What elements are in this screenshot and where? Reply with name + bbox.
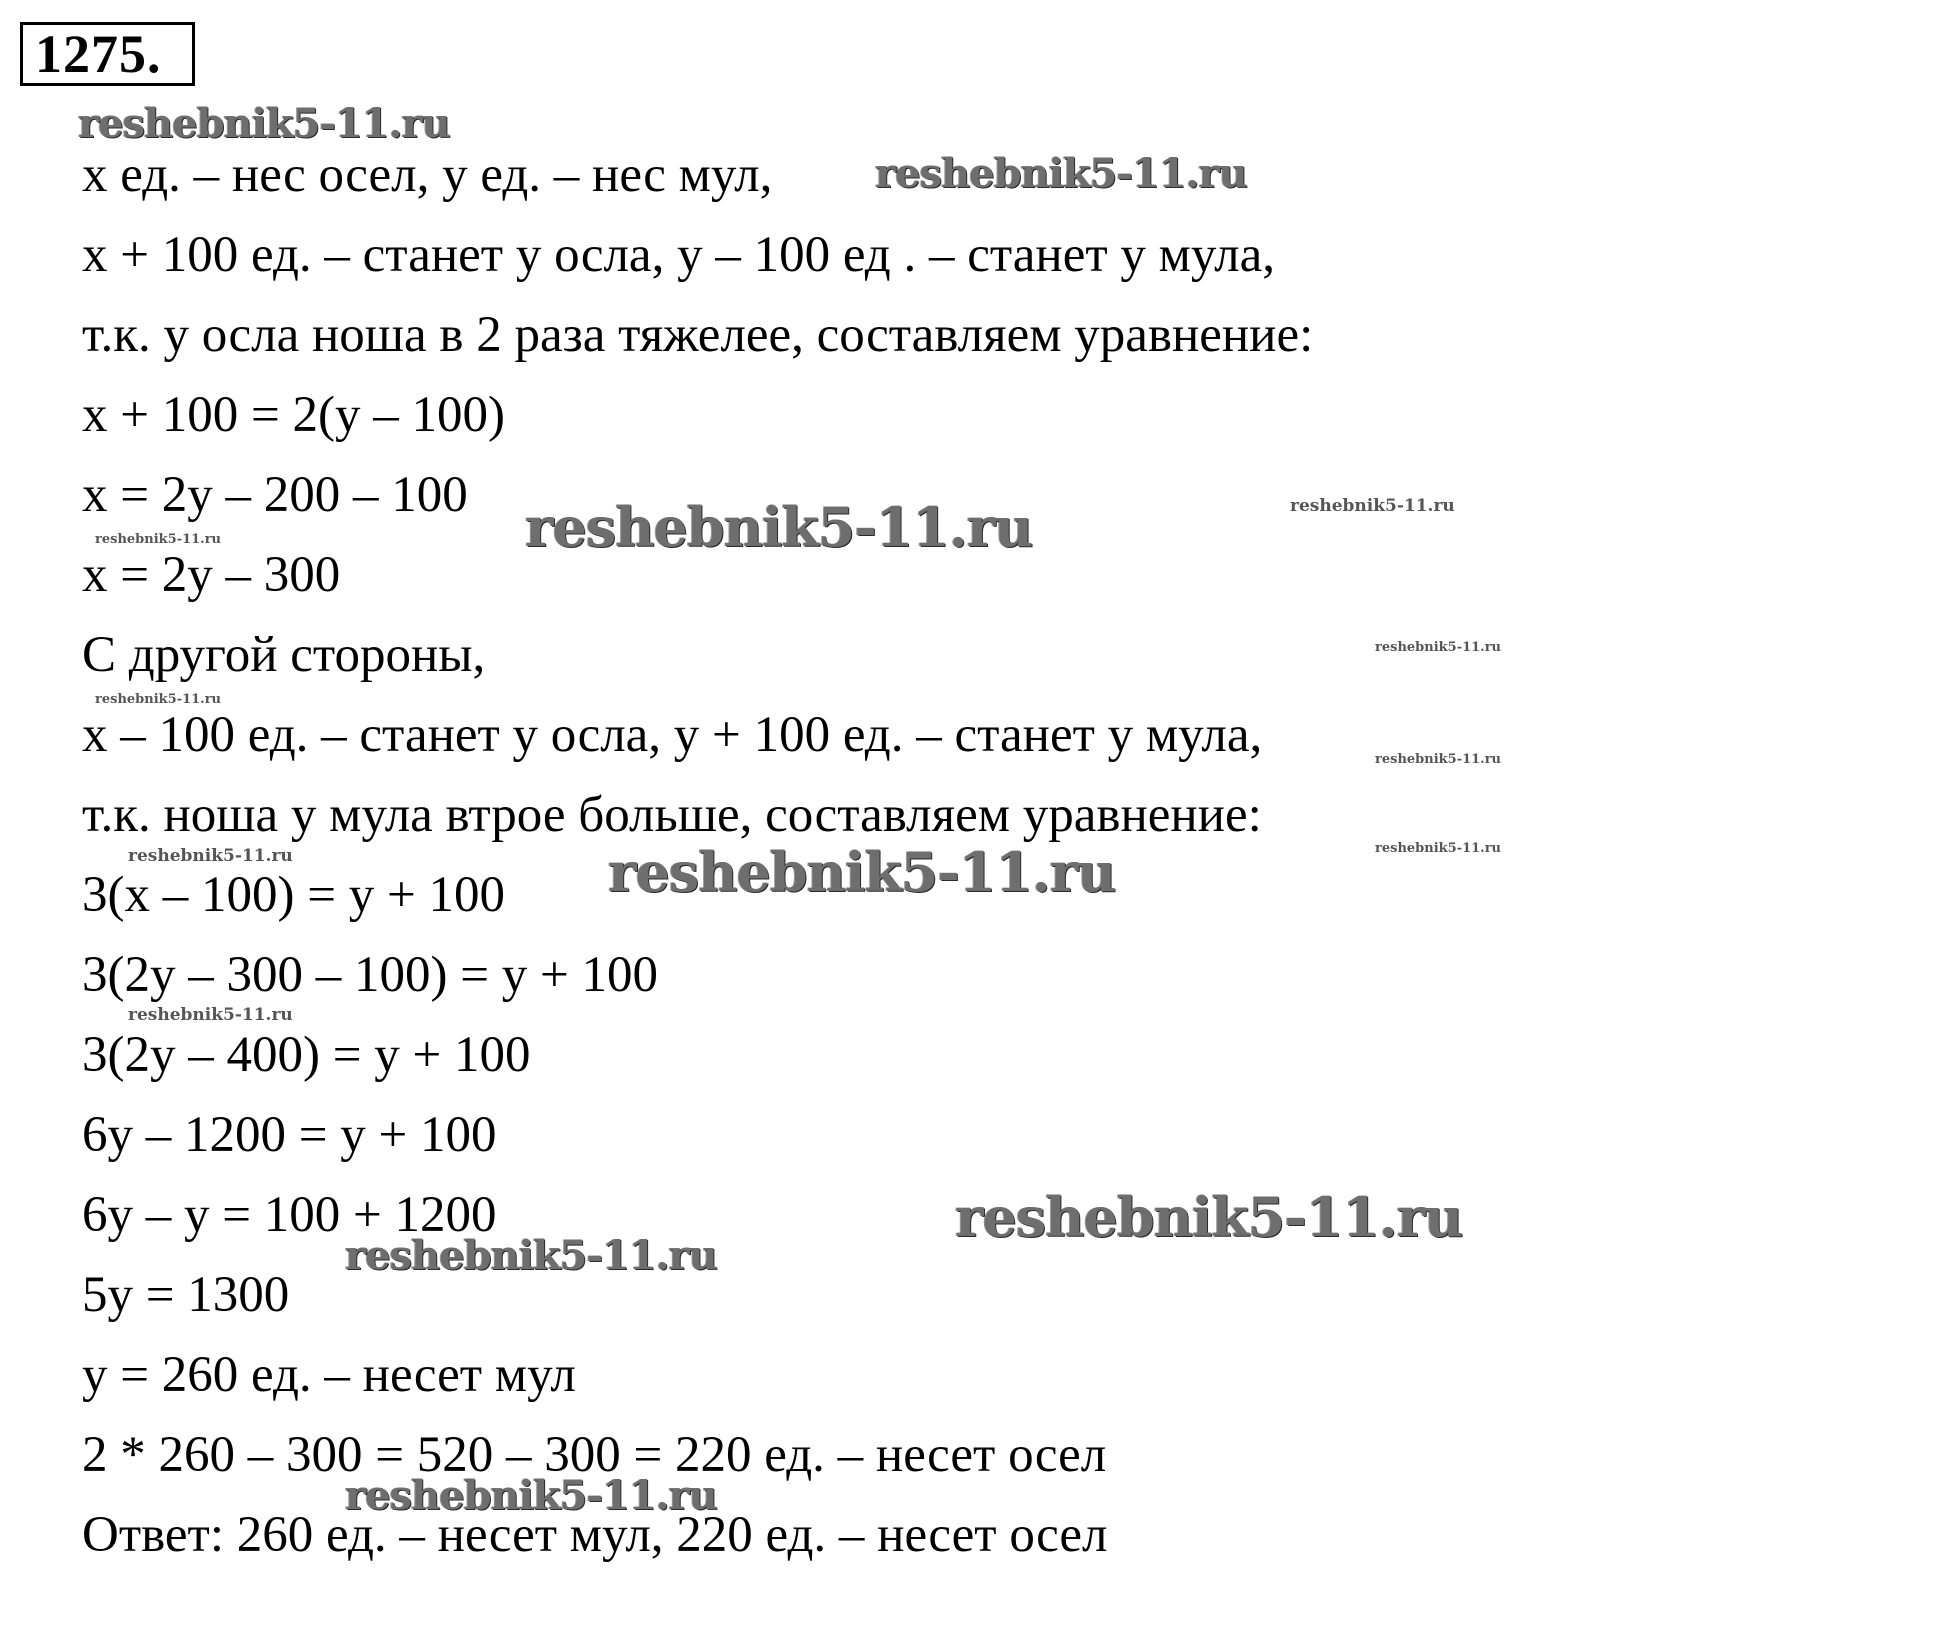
watermark: reshebnik5-11.ru bbox=[608, 840, 1116, 904]
watermark: reshebnik5-11.ru bbox=[345, 1232, 717, 1279]
solution-line: x + 100 = 2(y – 100) bbox=[82, 387, 505, 443]
solution-line: x – 100 ед. – станет у осла, у + 100 ед. – станет у мула, bbox=[82, 707, 1263, 763]
watermark: reshebnik5-11.ru bbox=[95, 692, 222, 707]
solution-line: С другой стороны, bbox=[82, 627, 486, 683]
watermark: reshebnik5-11.ru bbox=[1290, 496, 1455, 516]
watermark: reshebnik5-11.ru bbox=[1375, 640, 1502, 655]
solution-line: Ответ: 260 ед. – несет мул, 220 ед. – несет осел bbox=[82, 1507, 1108, 1563]
watermark: reshebnik5-11.ru bbox=[345, 1472, 717, 1519]
solution-line: 3(2y – 400) = y + 100 bbox=[82, 1027, 531, 1083]
solution-line: x = 2y – 300 bbox=[82, 547, 341, 603]
watermark: reshebnik5-11.ru bbox=[95, 532, 222, 547]
problem-number: 1275. bbox=[20, 22, 195, 86]
watermark: reshebnik5-11.ru bbox=[128, 846, 293, 866]
watermark: reshebnik5-11.ru bbox=[955, 1185, 1463, 1249]
watermark: reshebnik5-11.ru bbox=[1375, 841, 1502, 856]
watermark: reshebnik5-11.ru bbox=[128, 1005, 293, 1025]
watermark: reshebnik5-11.ru bbox=[78, 100, 450, 147]
solution-line: 3(x – 100) = y + 100 bbox=[82, 867, 505, 923]
solution-line: 3(2y – 300 – 100) = y + 100 bbox=[82, 947, 658, 1003]
solution-line: 6y – 1200 = y + 100 bbox=[82, 1107, 497, 1163]
solution-line: 5y = 1300 bbox=[82, 1267, 290, 1323]
solution-line: y = 260 ед. – несет мул bbox=[82, 1347, 576, 1403]
watermark: reshebnik5-11.ru bbox=[875, 150, 1247, 197]
watermark: reshebnik5-11.ru bbox=[1375, 752, 1502, 767]
solution-line: x = 2y – 200 – 100 bbox=[82, 467, 468, 523]
watermark: reshebnik5-11.ru bbox=[525, 495, 1033, 559]
solution-line: 2 * 260 – 300 = 520 – 300 = 220 ед. – несет осел bbox=[82, 1427, 1107, 1483]
solution-line: т.к. у осла ноша в 2 раза тяжелее, составляем уравнение: bbox=[82, 307, 1314, 363]
solution-line: x + 100 ед. – станет у осла, y – 100 ед . – станет у мула, bbox=[82, 227, 1275, 283]
solution-line: x ед. – нес осел, у ед. – нес мул, bbox=[82, 147, 773, 203]
solution-line: 6y – y = 100 + 1200 bbox=[82, 1187, 497, 1243]
solution-line: т.к. ноша у мула втрое больше, составляем уравнение: bbox=[82, 787, 1262, 843]
